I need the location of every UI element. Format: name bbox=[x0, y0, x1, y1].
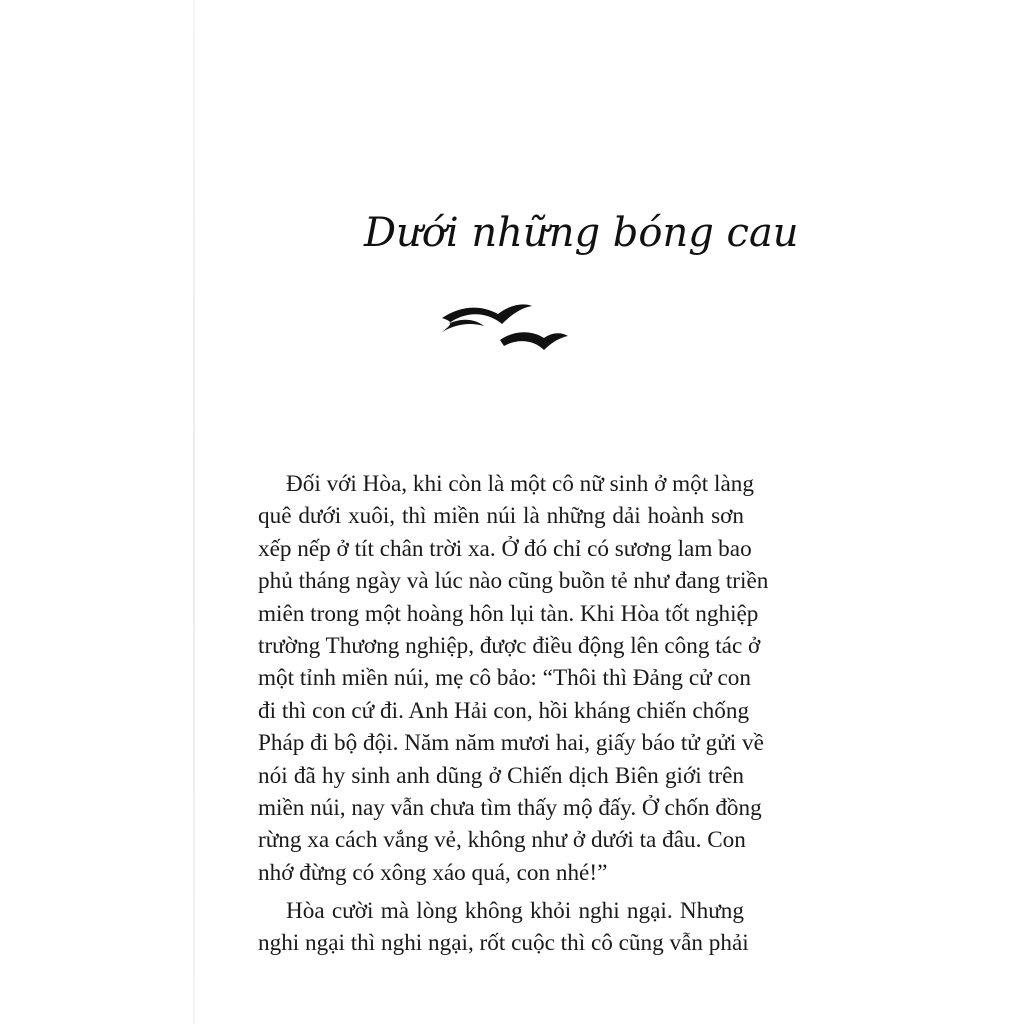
page-edge bbox=[193, 0, 195, 1024]
text-line: miên trong một hoàng hôn lụi tàn. Khi Hòa tốt nghiệp bbox=[258, 600, 759, 627]
text-line: trường Thương nghiệp, được điều động lên công tác ở bbox=[258, 632, 761, 659]
paragraph-1 bbox=[258, 468, 769, 889]
paragraph-2 bbox=[258, 895, 749, 960]
body-text bbox=[258, 468, 769, 960]
seagulls-icon bbox=[440, 300, 570, 352]
text-line: quê dưới xuôi, thì miền núi là những dải hoành sơn bbox=[258, 503, 744, 530]
text-line: Hòa cười mà lòng không khỏi nghi ngại. Nhưng bbox=[286, 898, 744, 925]
text-line: miền núi, nay vẫn chưa tìm thấy mộ đấy. Ở chốn đồng bbox=[258, 794, 762, 821]
text-line: một tỉnh miền núi, mẹ cô bảo: “Thôi thì Đảng cử con bbox=[258, 665, 751, 692]
text-line: nhớ đừng có xông xáo quá, con nhé!” bbox=[258, 859, 608, 886]
text-line: Đối với Hòa, khi còn là một cô nữ sinh ở một làng bbox=[286, 471, 754, 497]
text-line: rừng xa cách vắng vẻ, không như ở dưới ta đâu. Con bbox=[258, 827, 746, 854]
chapter-title bbox=[360, 198, 799, 278]
text-line: nghi ngại thì nghi ngại, rốt cuộc thì cô cũng vẫn phải bbox=[258, 930, 749, 957]
text-line: phủ tháng ngày và lúc nào cũng buồn tẻ như đang triền bbox=[258, 568, 769, 595]
chapter-title-text: Dưới những bóng cau bbox=[364, 210, 799, 256]
text-line: xếp nếp ở tít chân trời xa. Ở đó chỉ có sương lam bao bbox=[258, 535, 752, 562]
text-line: đi thì con cứ đi. Anh Hải con, hồi kháng chiến chống bbox=[258, 697, 750, 724]
text-line: Pháp đi bộ đội. Năm năm mươi hai, giấy báo tử gửi về bbox=[258, 730, 764, 757]
text-line: nói đã hy sinh anh dũng ở Chiến dịch Biên giới trên bbox=[258, 762, 744, 789]
